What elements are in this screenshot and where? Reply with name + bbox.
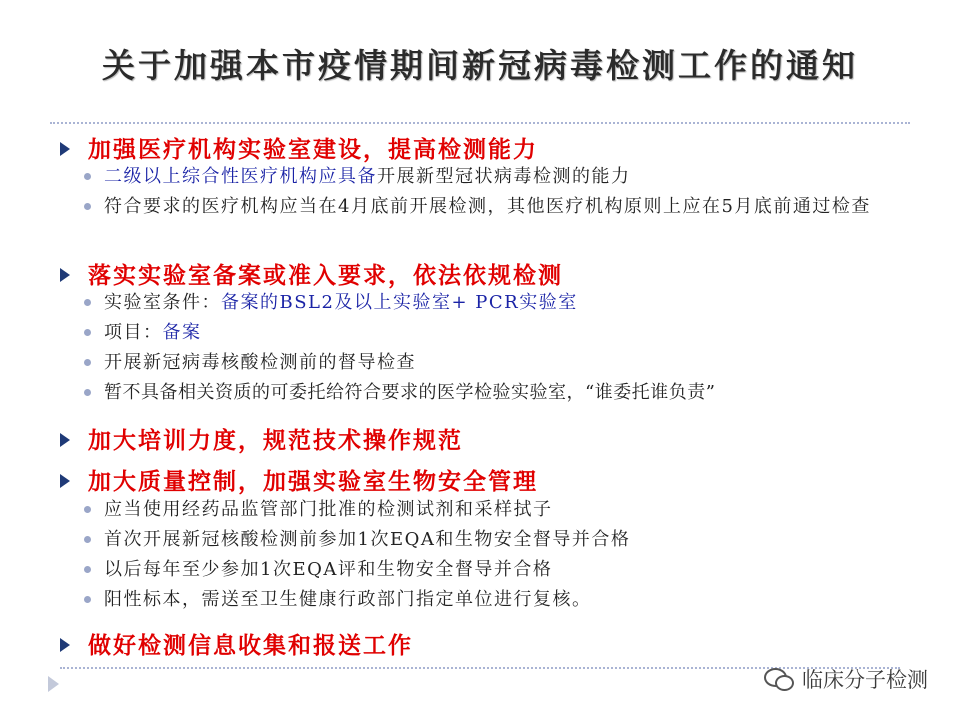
dot-bullet-icon: [84, 566, 91, 573]
next-slide-icon[interactable]: [48, 676, 59, 692]
dot-bullet-icon: [84, 359, 91, 366]
dot-bullet-icon: [84, 299, 91, 306]
section-heading: [60, 422, 463, 455]
item-text: 首次开展新冠核酸检测前参加1次EQA和生物安全督导并合格: [104, 529, 631, 550]
list-item: [84, 290, 920, 315]
section-heading-text: 做好检测信息收集和报送工作: [88, 632, 413, 659]
list-item: [84, 380, 920, 405]
section-heading-text: 落实实验室备案或准入要求，依法依规检测: [88, 262, 563, 289]
dot-bullet-icon: [84, 329, 91, 336]
list-item: [84, 194, 900, 219]
section-heading-text: 加强医疗机构实验室建设，提高检测能力: [88, 136, 538, 163]
item-text: 开展新冠病毒核酸检测前的督导检查: [104, 352, 416, 373]
section-heading: [60, 131, 538, 164]
section-heading-text: 加大质量控制，加强实验室生物安全管理: [88, 468, 538, 495]
list-item: [84, 164, 920, 189]
section-heading: [60, 257, 563, 290]
triangle-bullet-icon: [60, 268, 70, 282]
list-item: [84, 527, 920, 552]
item-text: 实验室条件：: [104, 292, 221, 313]
wechat-icon: [764, 668, 794, 690]
triangle-bullet-icon: [60, 474, 70, 488]
item-text: 应当使用经药品监管部门批准的检测试剂和采样拭子: [104, 499, 553, 520]
item-text: 以后每年至少参加1次EQA评和生物安全督导并合格: [104, 559, 553, 580]
highlight-text: 备案的BSL2及以上实验室+ PCR实验室: [221, 292, 578, 313]
watermark: [764, 664, 928, 694]
dot-bullet-icon: [84, 536, 91, 543]
page-title: 关于加强本市疫情期间新冠病毒检测工作的通知: [102, 46, 858, 85]
list-item: [84, 557, 920, 582]
list-item: [84, 497, 920, 522]
highlight-text: 备案: [162, 322, 202, 343]
item-text: 项目：: [104, 322, 163, 343]
dot-bullet-icon: [84, 173, 91, 180]
triangle-bullet-icon: [60, 142, 70, 156]
highlight-text: 二级以上综合性医疗机构应具备: [104, 166, 377, 187]
list-item: [84, 587, 920, 612]
dot-bullet-icon: [84, 203, 91, 210]
triangle-bullet-icon: [60, 433, 70, 447]
item-text: 阳性标本，需送至卫生健康行政部门指定单位进行复核。: [104, 589, 592, 610]
list-item: [84, 350, 920, 375]
dot-bullet-icon: [84, 506, 91, 513]
item-text: 暂不具备相关资质的可委托给符合要求的医学检验实验室，“谁委托谁负责”: [104, 382, 716, 403]
section-heading-text: 加大培训力度，规范技术操作规范: [88, 427, 463, 454]
item-text: 符合要求的医疗机构应当在4月底前开展检测，其他医疗机构原则上应在5月底前通过检查: [104, 196, 871, 217]
section-heading: [60, 627, 413, 660]
watermark-text: 临床分子检测: [802, 668, 928, 692]
item-text: 开展新型冠状病毒检测的能力: [377, 166, 631, 187]
list-item: [84, 320, 920, 345]
dot-bullet-icon: [84, 596, 91, 603]
triangle-bullet-icon: [60, 638, 70, 652]
dot-bullet-icon: [84, 389, 91, 396]
section-heading: [60, 463, 538, 496]
